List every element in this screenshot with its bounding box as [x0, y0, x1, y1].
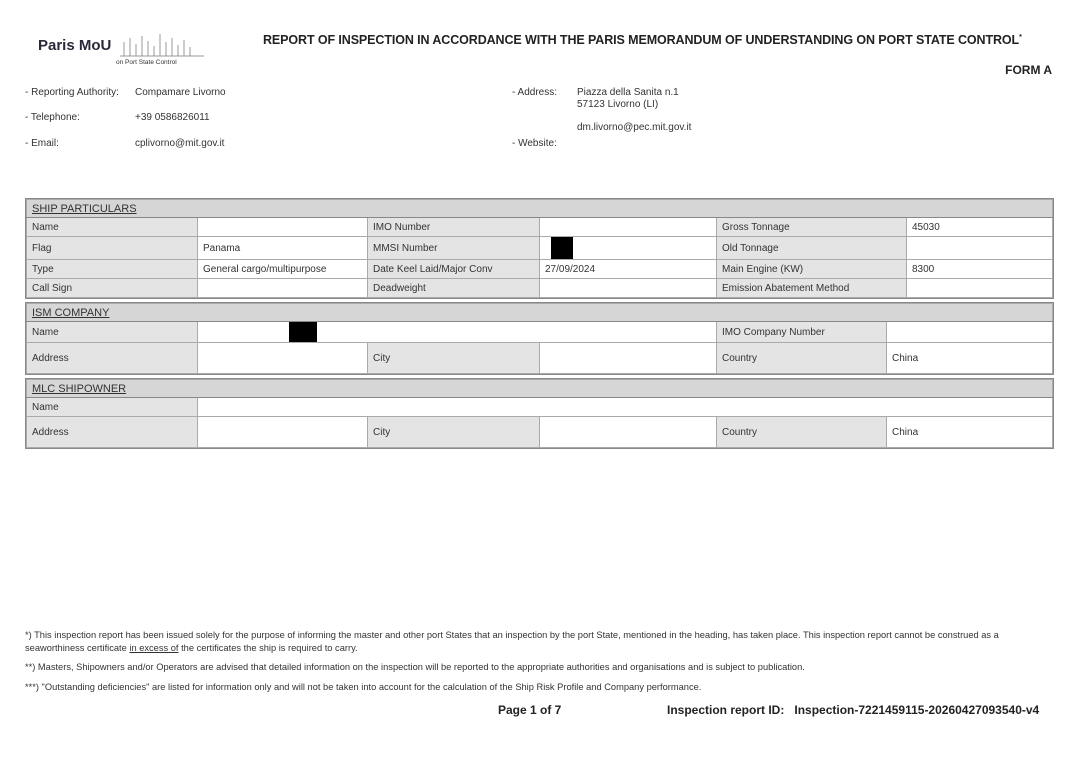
ism-city-label: City	[368, 343, 540, 374]
address-line1: Piazza della Sanita n.1	[577, 87, 679, 98]
mlc-city-value	[540, 417, 717, 448]
ism-name-label: Name	[27, 322, 198, 343]
emission-abatement-value	[907, 279, 1053, 298]
redaction-block	[551, 237, 573, 259]
logo-title: Paris MoU	[38, 37, 112, 54]
gross-tonnage-label: Gross Tonnage	[717, 218, 907, 237]
imo-company-number-value	[887, 322, 1053, 343]
footnote-3: ***) "Outstanding deficiencies" are listed for information only and will not be taken into account for the calculation of the Ship Risk Profile and Company performance.	[25, 682, 702, 692]
imo-number-label: IMO Number	[368, 218, 540, 237]
mlc-city-label: City	[368, 417, 540, 448]
redaction-block	[289, 322, 317, 342]
gross-tonnage-value: 45030	[907, 218, 1053, 237]
paris-mou-logo	[24, 28, 194, 74]
ship-name-label: Name	[27, 218, 198, 237]
keel-laid-label: Date Keel Laid/Major Conv	[368, 260, 540, 279]
form-label: FORM A	[1005, 63, 1052, 77]
ism-address-label: Address	[27, 343, 198, 374]
call-sign-value	[198, 279, 368, 298]
old-tonnage-label: Old Tonnage	[717, 237, 907, 260]
imo-company-number-label: IMO Company Number	[717, 322, 887, 343]
address-label: - Address:	[512, 87, 558, 98]
flag-value: Panama	[198, 237, 368, 260]
mlc-name-value	[198, 398, 1053, 417]
mlc-shipowner-title: MLC SHIPOWNER	[27, 380, 1053, 398]
inspection-report-id: Inspection report ID: Inspection-7221459115-20260427093540-v4	[667, 703, 1040, 717]
mlc-country-value: China	[887, 417, 1053, 448]
report-title: REPORT OF INSPECTION IN ACCORDANCE WITH THE PARIS MEMORANDUM OF UNDERSTANDING ON PORT STATE CONTROL*	[263, 33, 1022, 47]
deadweight-label: Deadweight	[368, 279, 540, 298]
mlc-country-label: Country	[717, 417, 887, 448]
ism-country-label: Country	[717, 343, 887, 374]
footnote-1: *) This inspection report has been issued solely for the purpose of informing the master and other port States that an inspection by the port State, mentioned in the heading, has taken place. This inspection report cannot be construed as a seaworthiness certificate in excess of the certificates the ship is required to carry.	[25, 630, 999, 653]
ism-company-title: ISM COMPANY	[27, 304, 1053, 322]
telephone-value: +39 0586826011	[135, 112, 210, 123]
ism-country-value: China	[887, 343, 1053, 374]
mlc-address-label: Address	[27, 417, 198, 448]
website-label: - Website:	[512, 138, 557, 149]
keel-laid-value: 27/09/2024	[540, 260, 717, 279]
reporting-authority-label: - Reporting Authority:	[25, 87, 119, 98]
ism-city-value	[540, 343, 717, 374]
type-value: General cargo/multipurpose	[198, 260, 368, 279]
main-engine-label: Main Engine (KW)	[717, 260, 907, 279]
harbour-skyline-icon	[116, 32, 208, 58]
mmsi-label: MMSI Number	[368, 237, 540, 260]
logo-subtitle: on Port State Control	[116, 59, 177, 66]
ship-particulars-title: SHIP PARTICULARS	[27, 200, 1053, 218]
page-number: Page 1 of 7	[498, 703, 562, 717]
deadweight-value	[540, 279, 717, 298]
email-label: - Email:	[25, 138, 59, 149]
call-sign-label: Call Sign	[27, 279, 198, 298]
reporting-authority-value: Compamare Livorno	[135, 87, 226, 98]
mlc-shipowner-section	[25, 378, 1054, 449]
address-line2: 57123 Livorno (LI)	[577, 99, 659, 110]
footnote-2: **) Masters, Shipowners and/or Operators are advised that detailed information on the inspection will be reported to the appropriate authorities and organisations and is subject to publication.	[25, 662, 805, 672]
ship-name-value	[198, 218, 368, 237]
mlc-name-label: Name	[27, 398, 198, 417]
telephone-label: - Telephone:	[25, 112, 80, 123]
address-email: dm.livorno@pec.mit.gov.it	[577, 122, 692, 133]
ship-particulars-section	[25, 198, 1054, 299]
old-tonnage-value	[907, 237, 1053, 260]
type-label: Type	[27, 260, 198, 279]
main-engine-value: 8300	[907, 260, 1053, 279]
flag-label: Flag	[27, 237, 198, 260]
mmsi-value	[540, 237, 717, 260]
ism-company-section	[25, 302, 1054, 375]
mlc-address-value	[198, 417, 368, 448]
ism-name-value	[198, 322, 717, 343]
emission-abatement-label: Emission Abatement Method	[717, 279, 907, 298]
ism-address-value	[198, 343, 368, 374]
email-value: cplivorno@mit.gov.it	[135, 138, 225, 149]
imo-number-value	[540, 218, 717, 237]
